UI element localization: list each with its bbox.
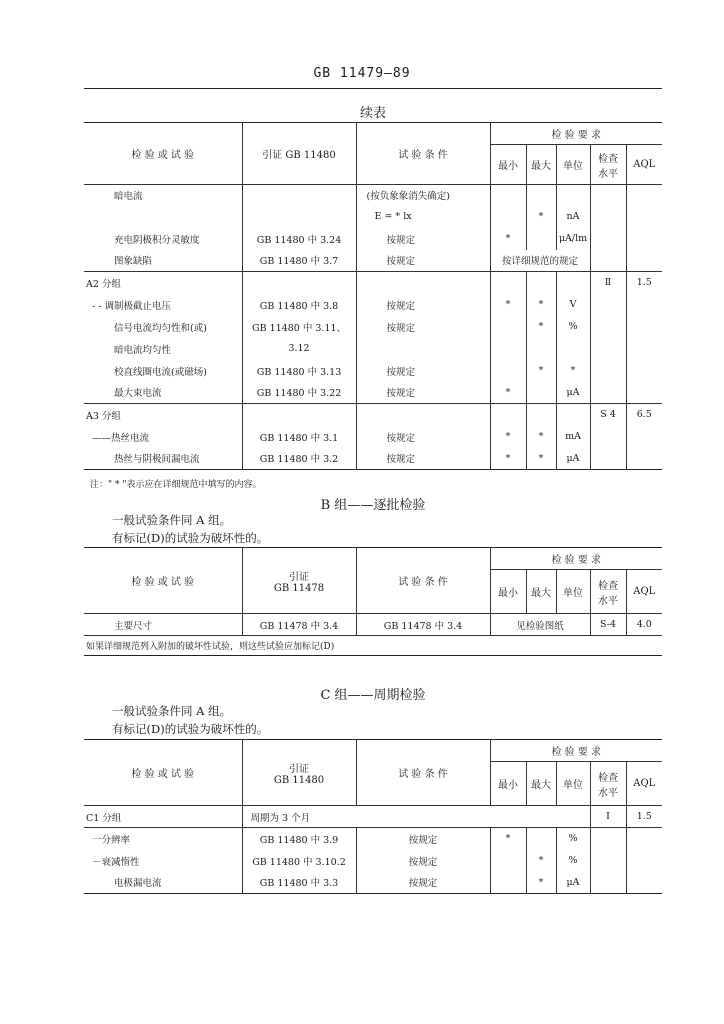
table-row: 图象缺陷 GB 11480 中 3.7 按规定 按详细规范的规定 [84, 250, 662, 272]
table-row: 暗电流 (按负象象消失确定) [84, 185, 662, 206]
group-b-title: B 组——逐批检验 [320, 498, 426, 513]
table-group-a-continued [84, 122, 662, 470]
group-c-title: C 组——周期检验 [320, 688, 426, 703]
col-unit: 单位 [556, 145, 590, 185]
table-row: 信号电流均匀性和(或) GB 11480 中 3.11、 按规定 * % [84, 316, 662, 338]
table-row: 充电阴极积分灵敏度 GB 11480 中 3.24 按规定 * μA/lm [84, 228, 662, 250]
col-ref: 引证 GB 11480 [242, 123, 356, 185]
table-row: 电极漏电流 GB 11480 中 3.3 按规定 * μA [84, 872, 662, 894]
col-requirements: 检 验 要 求 [490, 123, 662, 145]
table-row: －衰减惰性 GB 11480 中 3.10.2 按规定 * % [84, 850, 662, 872]
page-header: GB 11479—89 [313, 66, 411, 81]
group-c-para2: 有标记(D)的试验为破坏性的。 [112, 722, 269, 736]
table-row: 校直线圈电流(或磁场) GB 11480 中 3.13 按规定 * * [84, 360, 662, 382]
col-item: 检 验 或 试 验 [84, 123, 242, 185]
col-level: 检查 水平 [590, 145, 626, 185]
header-rule [84, 88, 662, 89]
continued-label: 续表 [359, 106, 386, 121]
group-b-para2: 有标记(D)的试验为破坏性的。 [112, 531, 269, 545]
table-group-b: 检 验 或 试 验 引证 GB 11478 试 验 条 件 检 验 要 求 最小 最大 单位 检查 水平 AQL 主要尺寸 GB 11478 中 3.4 GB 11478 中 3.4 见检验图纸 S-4 4.0 如果详细规范列入附加的破坏性试验，则这些试验应加标记(D) [84, 547, 662, 656]
table-row: 暗电流均匀性 3.12 [84, 338, 662, 360]
col-aql: AQL [626, 145, 662, 185]
table-row: A3 分组 S 4 6.5 [84, 404, 662, 426]
group-b-para1: 一般试验条件同 A 组。 [112, 513, 232, 527]
table-row: - - 调制极截止电压 GB 11480 中 3.8 按规定 * * V [84, 294, 662, 316]
table-row: A2 分组 Ⅱ 1.5 [84, 272, 662, 294]
table-row: C1 分组 周期为 3 个月 Ⅰ 1.5 [84, 806, 662, 828]
table-row: 热丝与阴极间漏电流 GB 11480 中 3.2 按规定 * * μA [84, 448, 662, 470]
col-min: 最小 [490, 145, 526, 185]
table-row: ——热丝电流 GB 11480 中 3.1 按规定 * * mA [84, 426, 662, 448]
table-row: 一分辨率 GB 11480 中 3.9 按规定 * % [84, 828, 662, 850]
col-max: 最大 [526, 145, 556, 185]
table-group-c: 检 验 或 试 验 引证 GB 11480 试 验 条 件 检 验 要 求 最小 最大 单位 检查 水平 AQL C1 分组 周期为 3 个月 Ⅰ 1.5 一分辨率 GB 11480 中 3.9 按规定 * % －衰减惰性 GB 11480 中 3.10.2 按规定 * % 电极漏电流 GB 11480 中 3.3 按规定 * μA [84, 739, 662, 894]
table-row: E = * lx * nA [84, 206, 662, 228]
table-row: 主要尺寸 GB 11478 中 3.4 GB 11478 中 3.4 见检验图纸 S-4 4.0 [84, 614, 662, 636]
table-row: 如果详细规范列入附加的破坏性试验，则这些试验应加标记(D) [84, 636, 662, 656]
group-c-para1: 一般试验条件同 A 组。 [112, 704, 232, 718]
note-a: 注：" * "表示应在详细规范中填写的内容。 [90, 480, 262, 490]
table-row: 最大束电流 GB 11480 中 3.22 按规定 * μA [84, 382, 662, 404]
col-condition: 试 验 条 件 [356, 123, 490, 185]
